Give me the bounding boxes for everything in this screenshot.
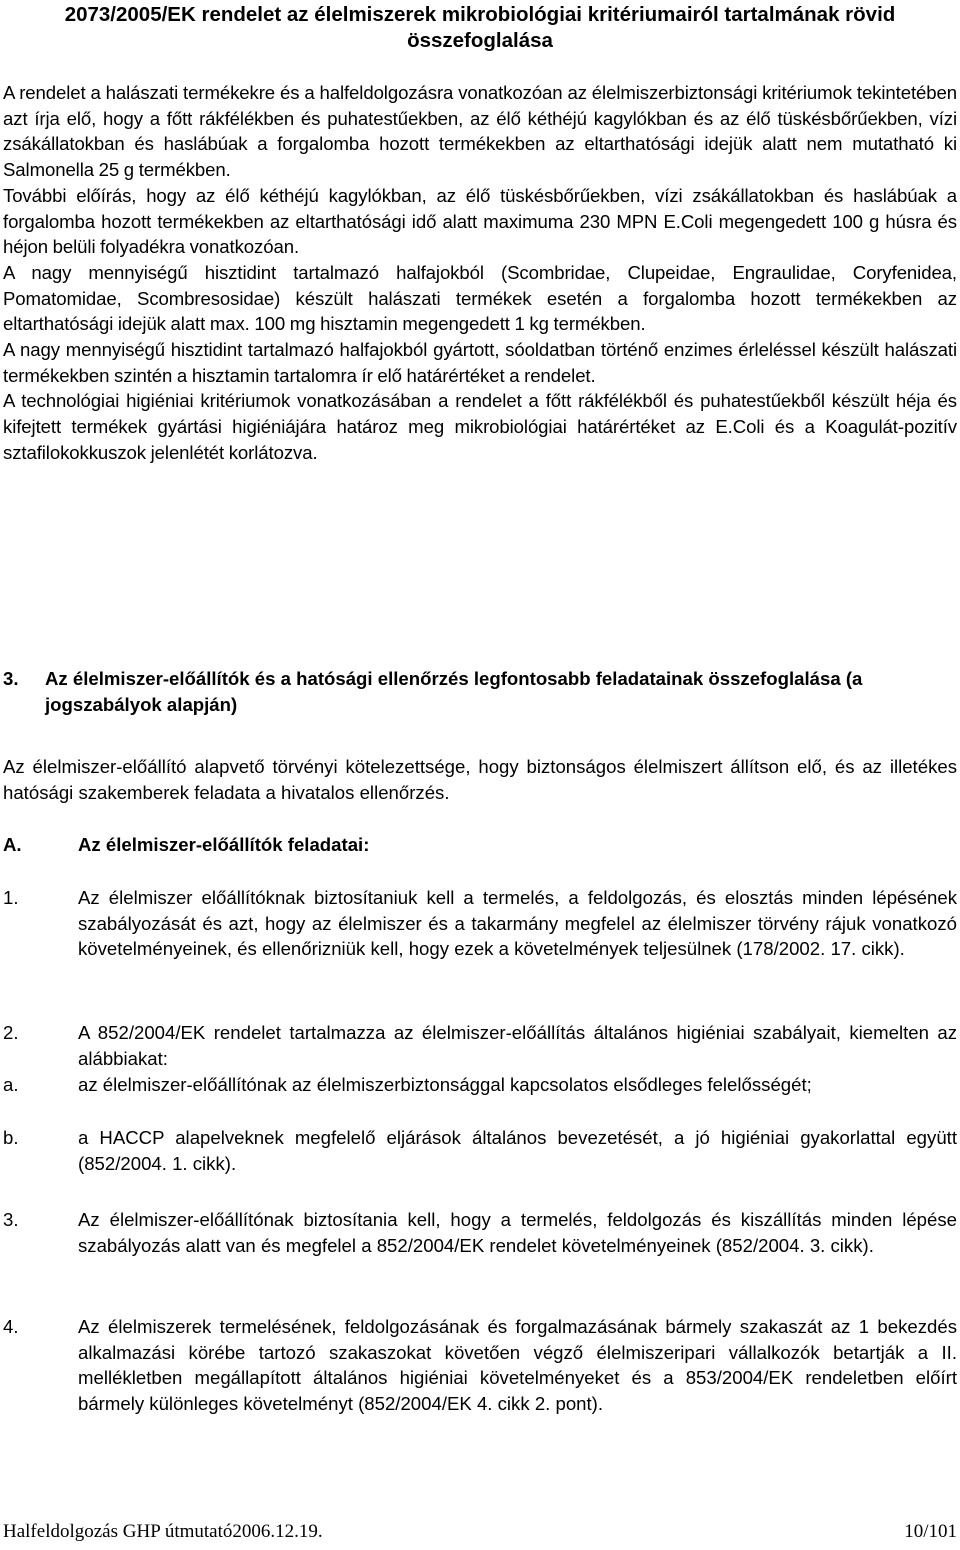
intro-paragraph-1: A rendelet a halászati termékekre és a halfeldolgozásra vonatkozóan az élelmiszerbiztonsági kritériumok tekintetében azt írja elő, hogy a főtt rákfélékben és puhatestűekben, az élő kéthéjú kagylókban és az élő tüskésbőrűekben, vízi zsákállatokban és haslábúak a forgalomba hozott termékekben az eltarthatósági idejük alatt nem mutatható ki Salmonella 25 g termékben.: [3, 82, 957, 181]
intro-paragraph-4: A nagy mennyiségű hisztidint tartalmazó halfajokból gyártott, sóoldatban történő enzimes érleléssel készült halászati termékekben szintén a hisztamin tartalomra ír elő határértéket a rendelet.: [3, 339, 957, 386]
list-item-number: 4.: [3, 1316, 19, 1337]
page-number: 10/101: [904, 1521, 957, 1542]
intro-section: [3, 80, 957, 466]
footer-document-name: Halfeldolgozás GHP útmutató2006.12.19.: [3, 1521, 323, 1542]
section-3-heading: [3, 666, 957, 717]
list-item-text: A 852/2004/EK rendelet tartalmazza az élelmiszer-előállítás általános higiéniai szabályait, kiemelten az alábbiakat:: [78, 1022, 957, 1069]
list-item-4: [3, 1314, 957, 1417]
subsection-a-number: A.: [3, 834, 22, 855]
section-3-number: 3.: [3, 668, 19, 689]
intro-paragraph-2: További előírás, hogy az élő kéthéjú kagylókban, az élő tüskésbőrűekben, vízi zsákállatokban és haslábúak a forgalomba hozott termékekben az eltarthatósági idő alatt maximuma 230 MPN E.Coli megengedett 100 g húsra és héjon belüli folyadékra vonatkozóan.: [3, 184, 957, 258]
list-item-number: b.: [3, 1127, 19, 1148]
document-title-line-2: összefoglalása: [407, 29, 553, 52]
list-item-2b: [3, 1125, 957, 1176]
list-item-number: 1.: [3, 887, 19, 908]
list-item-2a: [3, 1072, 957, 1098]
document-title: [0, 2, 960, 54]
list-item-number: 2.: [3, 1022, 19, 1043]
list-item-text: az élelmiszer-előállítónak az élelmiszerbiztonsággal kapcsolatos elsődleges felelősségét;: [78, 1074, 812, 1095]
list-item-1: [3, 885, 957, 962]
list-item-text: Az élelmiszerek termelésének, feldolgozásának és forgalmazásának bármely szakaszát az 1 bekezdés alkalmazási körébe tartozó szakaszokat követően végző élelmiszeripari vállalkozók betartják a II. mellékletben megállapított általános higiéniai követelményeket és a 853/2004/EK rendeletben előírt bármely különleges követelményt (852/2004/EK 4. cikk 2. pont).: [78, 1316, 957, 1415]
list-item-number: a.: [3, 1074, 19, 1095]
subsection-a-title: Az élelmiszer-előállítók feladatai:: [78, 834, 370, 855]
section-3-title: Az élelmiszer-előállítók és a hatósági ellenőrzés legfontosabb feladatainak összefoglalása (a jogszabályok alapján): [45, 668, 863, 715]
list-item-text: a HACCP alapelveknek megfelelő eljárások általános bevezetését, a jó higiéniai gyakorlattal együtt (852/2004. 1. cikk).: [78, 1127, 957, 1174]
document-title-line-1: 2073/2005/EK rendelet az élelmiszerek mikrobiológiai kritériumairól tartalmának rövid: [64, 3, 896, 26]
list-item-text: Az élelmiszer-előállítónak biztosítania kell, hogy a termelés, feldolgozás és kiszállítás minden lépése szabályozás alatt van és megfelel a 852/2004/EK rendelet követelményeinek (852/2004. 3. cikk).: [78, 1209, 957, 1256]
subsection-a-heading: [3, 832, 957, 858]
intro-paragraph-3: A nagy mennyiségű hisztidint tartalmazó halfajokból (Scombridae, Clupeidae, Engraulidae, Coryfenidea, Pomatomidae, Scombresosidae) készült halászati termékek esetén a forgalomba hozott termékekben az eltarthatósági idejük alatt max. 100 mg hisztamin megengedett 1 kg termékben.: [3, 261, 957, 335]
list-item-number: 3.: [3, 1209, 19, 1230]
section-3-intro: Az élelmiszer-előállító alapvető törvényi kötelezettsége, hogy biztonságos élelmiszert állítson elő, és az illetékes hatósági szakemberek feladata a hivatalos ellenőrzés.: [3, 756, 957, 803]
page-footer: [3, 1521, 957, 1543]
list-item-2: [3, 1020, 957, 1071]
intro-paragraph-5: A technológiai higiéniai kritériumok vonatkozásában a rendelet a főtt rákfélékből és puhatestűekből készült héja és kifejtett termékek gyártási higiéniájára határoz meg mikrobiológiai határértéket az E.Coli és a Koagulát-pozitív sztafilokokkuszok jelenlétét korlátozva.: [3, 390, 957, 463]
list-item-3: [3, 1207, 957, 1258]
list-item-text: Az élelmiszer előállítóknak biztosítaniuk kell a termelés, a feldolgozás, és elosztás minden lépésének szabályozását és azt, hogy az élelmiszer és a takarmány megfelel az élelmiszer törvény rájuk vonatkozó követelményeinek, és ellenőrizniük kell, hogy ezek a követelmények teljesülnek (178/2002. 17. cikk).: [78, 887, 957, 960]
